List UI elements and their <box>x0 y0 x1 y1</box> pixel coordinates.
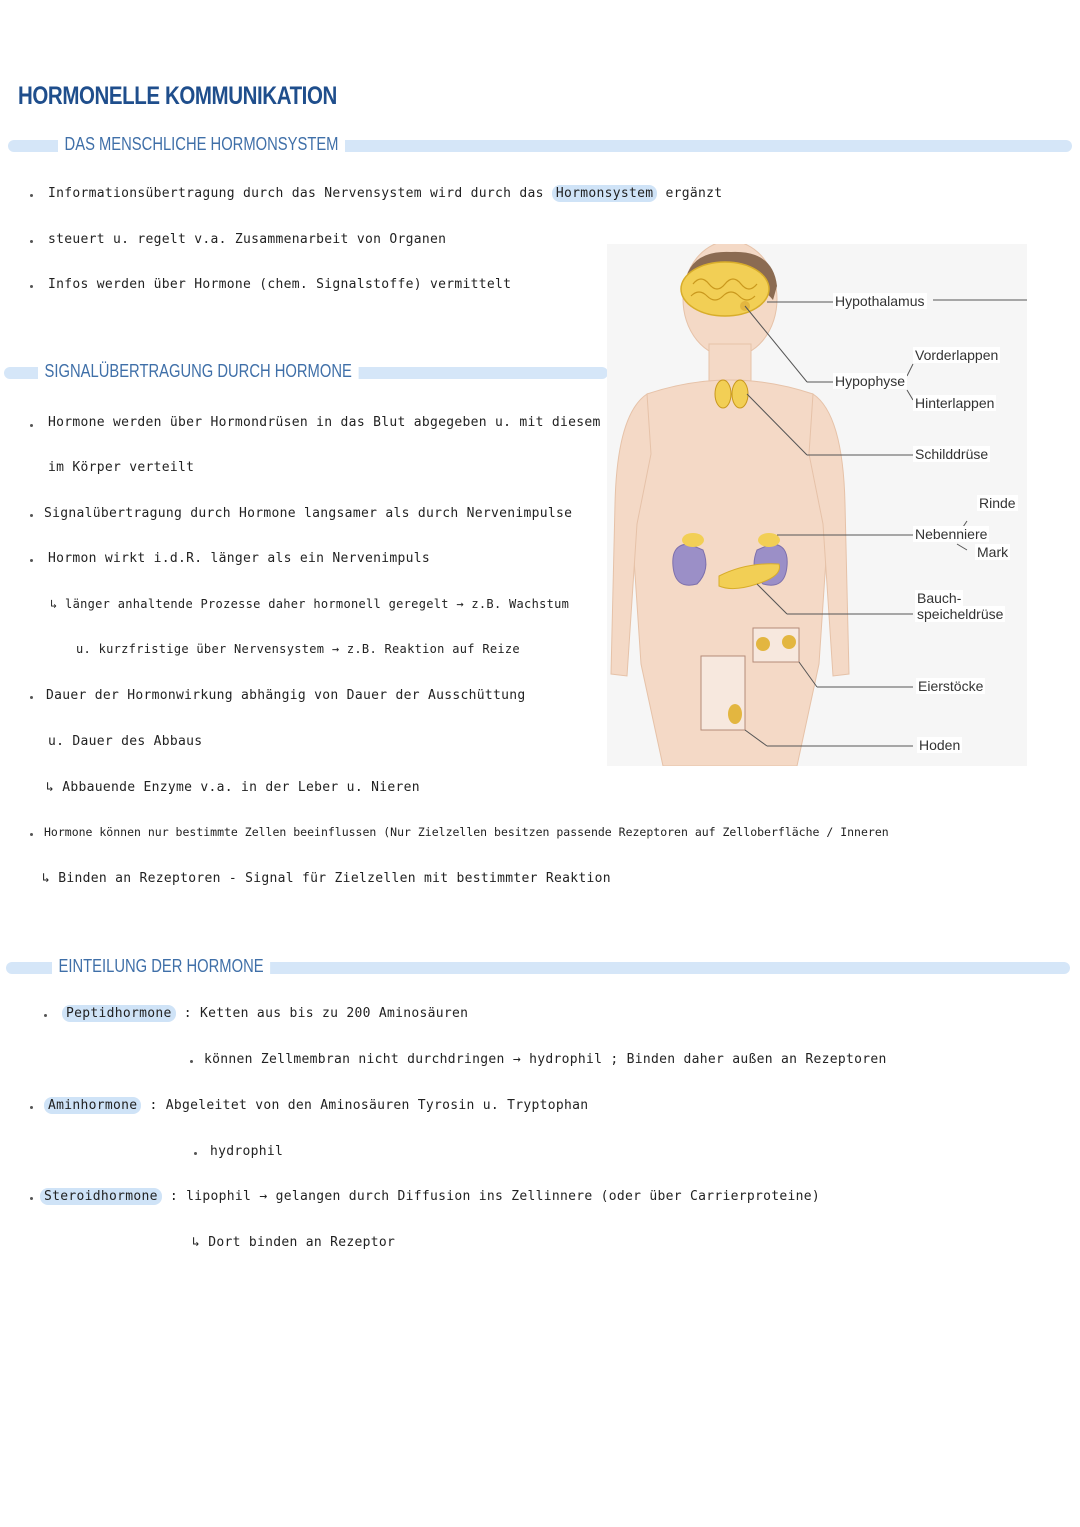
section-title-signaluebertragung: SIGNALÜBERTRAGUNG DURCH HORMONE <box>38 361 358 382</box>
highlight-hormonsystem: Hormonsystem <box>552 185 658 202</box>
highlight-steroidhormone: Steroidhormone <box>40 1188 162 1205</box>
note-line: ↳ Binden an Rezeptoren - Signal für Zielzellen mit bestimmter Reaktion <box>42 871 611 886</box>
note-line: Dauer der Hormonwirkung abhängig von Dauer der Ausschüttung <box>46 688 526 703</box>
label-speicheldruese: speicheldrüse <box>917 606 1004 622</box>
label-hoden: Hoden <box>919 737 961 753</box>
note-line: können Zellmembran nicht durchdringen → hydrophil ; Binden daher außen an Rezeptoren <box>204 1052 887 1067</box>
bullet <box>30 194 33 197</box>
highlight-peptidhormone: Peptidhormone <box>62 1005 176 1022</box>
label-hinterlappen: Hinterlappen <box>915 395 995 411</box>
brain <box>681 262 769 316</box>
note-line: ↳ Abbauende Enzyme v.a. in der Leber u. Nieren <box>46 780 420 795</box>
note-line: Signalübertragung durch Hormone langsamer als durch Nervenimpulse <box>44 506 573 521</box>
bullet <box>190 1060 193 1063</box>
note-line: u. Dauer des Abbaus <box>48 734 203 749</box>
note-line: ↳ länger anhaltende Prozesse daher hormonell geregelt → z.B. Wachstum <box>50 597 570 611</box>
note-text: : Ketten aus bis zu 200 Aminosäuren <box>183 1006 469 1021</box>
adrenal-left <box>682 533 704 547</box>
bullet <box>30 833 33 836</box>
label-eierstoecke: Eierstöcke <box>918 678 984 694</box>
label-mark: Mark <box>977 544 1009 560</box>
label-bauch: Bauch- <box>917 590 962 606</box>
note-line: Infos werden über Hormone (chem. Signalstoffe) vermittelt <box>48 277 512 292</box>
note-line: Hormone werden über Hormondrüsen in das Blut abgegeben u. mit diesem <box>48 415 601 430</box>
note-line: steuert u. regelt v.a. Zusammenarbeit von Organen <box>48 232 447 247</box>
bullet <box>30 696 33 699</box>
label-rinde: Rinde <box>979 495 1016 511</box>
note-line <box>62 1006 468 1021</box>
page-title: HORMONELLE KOMMUNIKATION <box>18 82 337 110</box>
thyroid-left <box>715 380 731 408</box>
bullet <box>44 1014 47 1017</box>
label-schilddruese: Schilddrüse <box>915 446 989 462</box>
bullet <box>30 514 33 517</box>
note-line: im Körper verteilt <box>48 460 195 475</box>
kidney-left <box>673 544 706 585</box>
adrenal-right <box>758 533 780 547</box>
note-line: Hormon wirkt i.d.R. länger als ein Nervenimpuls <box>48 551 430 566</box>
highlight-aminhormone: Aminhormone <box>44 1097 141 1114</box>
bullet <box>30 424 33 427</box>
thyroid-right <box>732 380 748 408</box>
bullet <box>30 559 33 562</box>
bullet <box>30 240 33 243</box>
section-title-hormonsystem: DAS MENSCHLICHE HORMONSYSTEM <box>58 134 345 155</box>
note-line: hydrophil <box>210 1144 284 1159</box>
note-text: : lipophil → gelangen durch Diffusion ins Zellinnere (oder über Carrierproteine) <box>169 1189 821 1204</box>
section-title-einteilung: EINTEILUNG DER HORMONE <box>52 956 270 977</box>
hormone-system-diagram <box>607 244 1027 766</box>
neck <box>709 344 751 384</box>
bullet <box>30 285 33 288</box>
label-nebenniere: Nebenniere <box>915 526 988 542</box>
note-line <box>40 1189 820 1204</box>
bullet <box>30 1197 33 1200</box>
bullet <box>30 1106 33 1109</box>
note-line <box>44 1098 588 1113</box>
bullet <box>194 1152 197 1155</box>
label-hypothalamus: Hypothalamus <box>835 293 925 309</box>
note-line: u. kurzfristige über Nervensystem → z.B. Reaktion auf Reize <box>76 642 520 656</box>
note-text: Informationsübertragung durch das Nervensystem wird durch das <box>48 186 544 201</box>
note-line: ↳ Dort binden an Rezeptor <box>192 1235 396 1250</box>
note-text: : Abgeleitet von den Aminosäuren Tyrosin u. Tryptophan <box>149 1098 589 1113</box>
label-hypophyse: Hypophyse <box>835 373 906 389</box>
note-line: Hormone können nur bestimmte Zellen beeinflussen (Nur Zielzellen besitzen passende Rezeptoren auf Zelloberfläche / Inneren <box>44 825 889 839</box>
label-vorderlappen: Vorderlappen <box>915 347 999 363</box>
note-text: ergänzt <box>665 186 723 201</box>
note-line <box>48 186 722 201</box>
